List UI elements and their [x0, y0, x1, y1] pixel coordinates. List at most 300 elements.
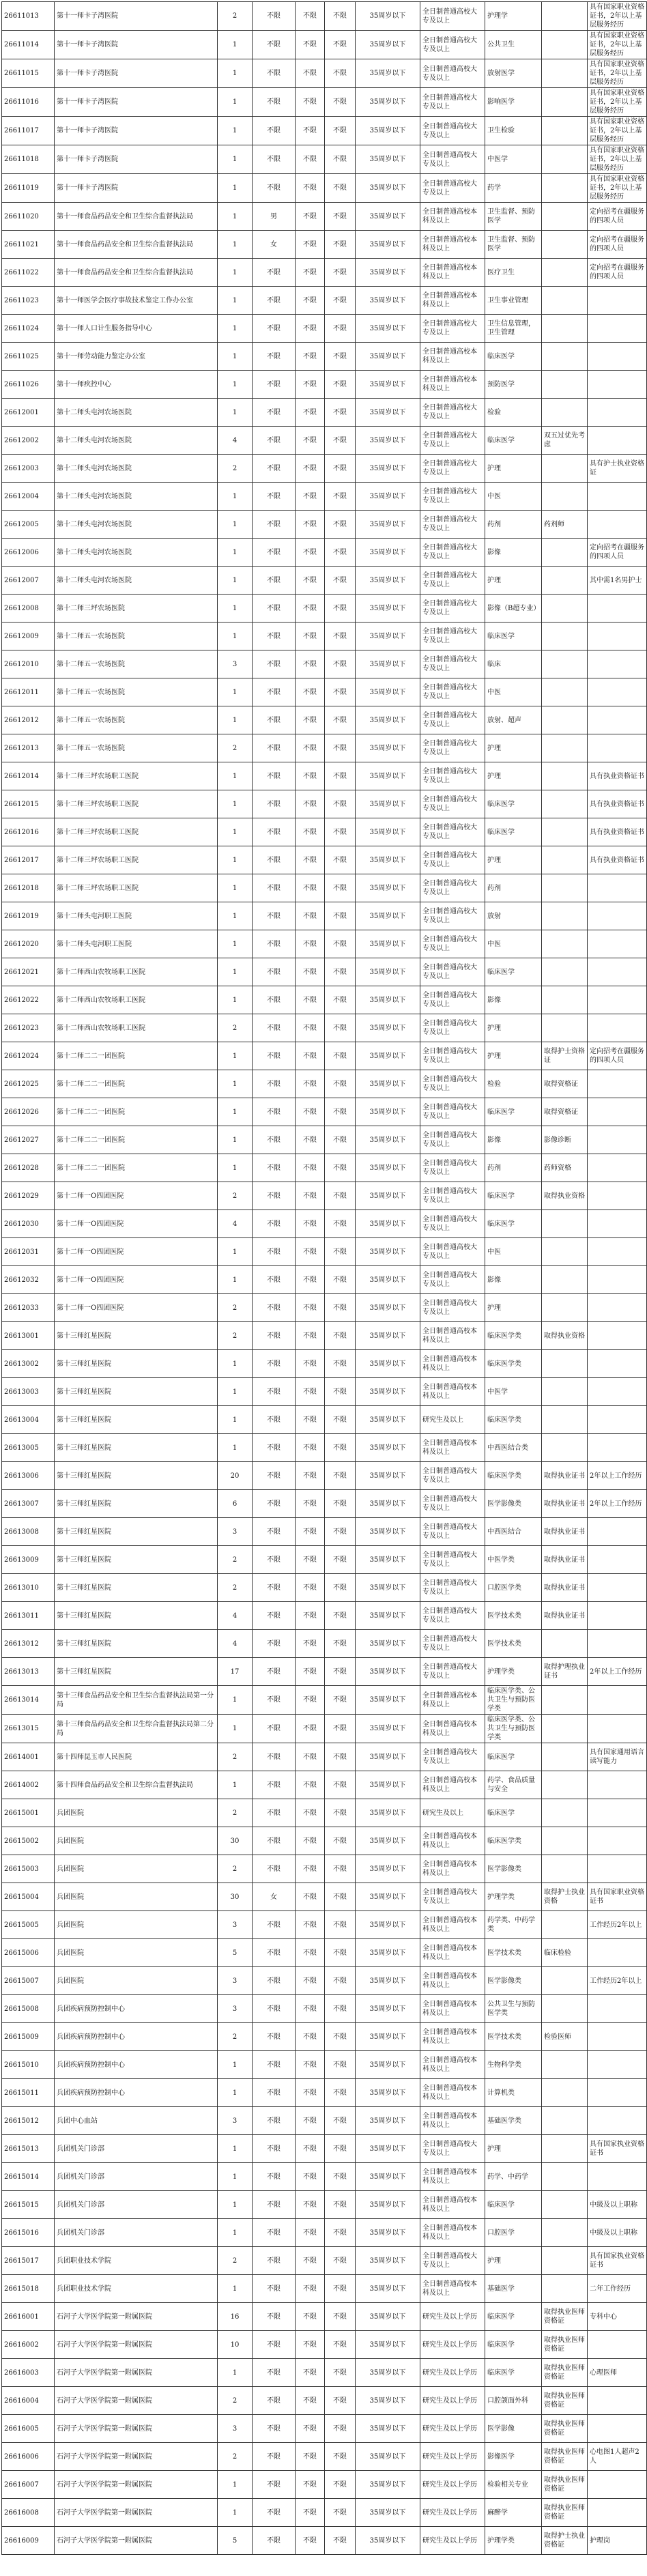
gender-cell: 不限 — [253, 483, 296, 511]
education-cell: 全日制普通高校大专及以上 — [420, 1546, 485, 1574]
gender-cell: 不限 — [253, 2051, 296, 2079]
age-cell: 35周岁以下 — [356, 145, 420, 174]
gender-cell: 不限 — [253, 287, 296, 315]
major-cell: 医学技术类 — [485, 1602, 542, 1630]
requirement-cell — [542, 455, 588, 483]
requirement-cell — [542, 59, 588, 88]
requirement-cell — [542, 31, 588, 59]
table-row — [2, 930, 647, 958]
major-cell: 检验 — [485, 399, 542, 427]
table-row — [2, 2051, 647, 2079]
position-code-cell: 26612007 — [2, 567, 55, 595]
requirement-cell: 取得执业医师资格证 — [542, 2387, 588, 2415]
political-status-cell: 不限 — [325, 1378, 356, 1406]
table-row — [2, 2303, 647, 2331]
ethnicity-cell: 不限 — [296, 595, 325, 622]
other-condition-cell: 具有执业资格证书 — [588, 818, 647, 846]
other-condition-cell: 具有国家职业资格证书，2年以上基层服务经历 — [588, 174, 647, 203]
requirement-cell — [542, 567, 588, 595]
employer-cell: 第十二师二二一团医院 — [55, 1098, 218, 1126]
gender-cell: 不限 — [253, 1182, 296, 1210]
other-condition-cell: 具有国家职业资格证书，2年以上基层服务经历 — [588, 145, 647, 174]
headcount-cell: 5 — [218, 2527, 253, 2555]
position-code-cell: 26612017 — [2, 846, 55, 874]
education-cell: 研究生及以上学历 — [420, 2303, 485, 2331]
other-condition-cell — [588, 1715, 647, 1743]
political-status-cell: 不限 — [325, 1266, 356, 1294]
requirement-cell — [542, 2163, 588, 2191]
education-cell: 全日制普通高校本科及以上 — [420, 2275, 485, 2303]
requirement-cell — [542, 2219, 588, 2247]
requirement-cell — [542, 1799, 588, 1827]
headcount-cell: 1 — [218, 203, 253, 231]
ethnicity-cell: 不限 — [296, 1378, 325, 1406]
gender-cell: 不限 — [253, 678, 296, 706]
political-status-cell: 不限 — [325, 1294, 356, 1322]
employer-cell: 第十二师头屯河职工医院 — [55, 902, 218, 930]
requirement-cell — [542, 622, 588, 650]
major-cell: 卫生事业管理 — [485, 287, 542, 315]
requirement-cell — [542, 287, 588, 315]
major-cell: 临床医学 — [485, 2303, 542, 2331]
gender-cell: 不限 — [253, 343, 296, 371]
ethnicity-cell: 不限 — [296, 706, 325, 734]
ethnicity-cell: 不限 — [296, 2527, 325, 2555]
major-cell: 中医 — [485, 930, 542, 958]
major-cell: 医学影像类 — [485, 1855, 542, 1883]
employer-cell: 石河子大学医学院第一附属医院 — [55, 2443, 218, 2471]
ethnicity-cell: 不限 — [296, 2247, 325, 2275]
political-status-cell: 不限 — [325, 1546, 356, 1574]
gender-cell: 不限 — [253, 567, 296, 595]
headcount-cell: 1 — [218, 1266, 253, 1294]
table-row — [2, 1154, 647, 1182]
major-cell: 临床医学 — [485, 343, 542, 371]
other-condition-cell — [588, 1939, 647, 1967]
employer-cell: 兵团医院 — [55, 1939, 218, 1967]
requirement-cell — [542, 874, 588, 902]
education-cell: 全日制普通高校本科及以上 — [420, 1350, 485, 1378]
employer-cell: 第十三师食品药品安全和卫生综合监督执法局第二分局 — [55, 1715, 218, 1743]
age-cell: 35周岁以下 — [356, 2359, 420, 2387]
requirement-cell — [542, 678, 588, 706]
position-code-cell: 26611019 — [2, 174, 55, 203]
ethnicity-cell: 不限 — [296, 1098, 325, 1126]
table-row — [2, 846, 647, 874]
major-cell: 放射医学 — [485, 59, 542, 88]
age-cell: 35周岁以下 — [356, 567, 420, 595]
age-cell: 35周岁以下 — [356, 2219, 420, 2247]
other-condition-cell: 具有护士执业资格证 — [588, 455, 647, 483]
gender-cell: 不限 — [253, 2359, 296, 2387]
political-status-cell: 不限 — [325, 1322, 356, 1350]
other-condition-cell — [588, 287, 647, 315]
political-status-cell: 不限 — [325, 2387, 356, 2415]
education-cell: 全日制普通高校本科及以上 — [420, 1911, 485, 1939]
headcount-cell: 1 — [218, 539, 253, 567]
major-cell: 检验 — [485, 1070, 542, 1098]
headcount-cell: 1 — [218, 1771, 253, 1799]
gender-cell: 不限 — [253, 2023, 296, 2051]
education-cell: 全日制普通高校大专及以上 — [420, 790, 485, 818]
ethnicity-cell: 不限 — [296, 818, 325, 846]
political-status-cell: 不限 — [325, 483, 356, 511]
employer-cell: 第十二师二二一团医院 — [55, 1042, 218, 1070]
other-condition-cell — [588, 1126, 647, 1154]
political-status-cell: 不限 — [325, 1434, 356, 1462]
gender-cell: 不限 — [253, 1630, 296, 1658]
ethnicity-cell: 不限 — [296, 1546, 325, 1574]
other-condition-cell: 具有国家职业资格证书，2年以上基层服务经历 — [588, 31, 647, 59]
requirement-cell — [542, 343, 588, 371]
gender-cell: 不限 — [253, 2079, 296, 2107]
political-status-cell: 不限 — [325, 595, 356, 622]
table-row — [2, 1574, 647, 1602]
age-cell: 35周岁以下 — [356, 1743, 420, 1771]
table-row — [2, 734, 647, 762]
headcount-cell: 1 — [218, 343, 253, 371]
employer-cell: 第十二师一O四团医院 — [55, 1210, 218, 1238]
major-cell: 药剂 — [485, 511, 542, 539]
employer-cell: 第十二师头屯河农场医院 — [55, 483, 218, 511]
education-cell: 全日制普通高校大专及以上 — [420, 399, 485, 427]
headcount-cell: 1 — [218, 511, 253, 539]
headcount-cell: 1 — [218, 315, 253, 343]
political-status-cell: 不限 — [325, 145, 356, 174]
age-cell: 35周岁以下 — [356, 1098, 420, 1126]
political-status-cell: 不限 — [325, 1098, 356, 1126]
age-cell: 35周岁以下 — [356, 1995, 420, 2023]
requirement-cell: 取得资格证 — [542, 1098, 588, 1126]
age-cell: 35周岁以下 — [356, 2303, 420, 2331]
major-cell: 公共卫生 — [485, 31, 542, 59]
headcount-cell: 1 — [218, 2471, 253, 2499]
table-row — [2, 622, 647, 650]
political-status-cell: 不限 — [325, 1602, 356, 1630]
age-cell: 35周岁以下 — [356, 902, 420, 930]
political-status-cell: 不限 — [325, 706, 356, 734]
ethnicity-cell: 不限 — [296, 1238, 325, 1266]
education-cell: 全日制普通高校大专及以上 — [420, 455, 485, 483]
table-row — [2, 287, 647, 315]
ethnicity-cell: 不限 — [296, 1014, 325, 1042]
table-row — [2, 1210, 647, 1238]
education-cell: 全日制普通高校大专及以上 — [420, 1210, 485, 1238]
gender-cell: 女 — [253, 1883, 296, 1911]
major-cell: 护理学 — [485, 2, 542, 31]
requirement-cell — [542, 174, 588, 203]
age-cell: 35周岁以下 — [356, 259, 420, 287]
requirement-cell — [542, 117, 588, 145]
employer-cell: 第十二师五一农场医院 — [55, 650, 218, 678]
ethnicity-cell: 不限 — [296, 1406, 325, 1434]
other-condition-cell — [588, 986, 647, 1014]
requirement-cell — [542, 818, 588, 846]
major-cell: 卫生检验 — [485, 117, 542, 145]
headcount-cell: 2 — [218, 1014, 253, 1042]
position-code-cell: 26611015 — [2, 59, 55, 88]
table-row — [2, 1995, 647, 2023]
other-condition-cell — [588, 1434, 647, 1462]
employer-cell: 第十二师三坪农场医院 — [55, 595, 218, 622]
education-cell: 全日制普通高校大专及以上 — [420, 1070, 485, 1098]
gender-cell: 不限 — [253, 1995, 296, 2023]
employer-cell: 第十三师食品药品安全和卫生综合监督执法局第一分局 — [55, 1686, 218, 1715]
political-status-cell: 不限 — [325, 1883, 356, 1911]
table-row — [2, 259, 647, 287]
position-code-cell: 26615007 — [2, 1967, 55, 1995]
requirement-cell: 取得执业医师资格证 — [542, 2443, 588, 2471]
major-cell: 临床医学 — [485, 1743, 542, 1771]
requirement-cell — [542, 203, 588, 231]
other-condition-cell — [588, 483, 647, 511]
table-row — [2, 1883, 647, 1911]
age-cell: 35周岁以下 — [356, 315, 420, 343]
headcount-cell: 1 — [218, 31, 253, 59]
education-cell: 全日制普通高校大专及以上 — [420, 59, 485, 88]
age-cell: 35周岁以下 — [356, 1182, 420, 1210]
requirement-cell: 取得执业医师资格证 — [542, 2303, 588, 2331]
position-code-cell: 26611025 — [2, 343, 55, 371]
major-cell: 麻醉学 — [485, 2499, 542, 2527]
employer-cell: 兵团疾病预防控制中心 — [55, 2051, 218, 2079]
employer-cell: 第十三师红星医院 — [55, 1602, 218, 1630]
employer-cell: 第十一师卡子湾医院 — [55, 174, 218, 203]
age-cell: 35周岁以下 — [356, 203, 420, 231]
position-code-cell: 26611026 — [2, 371, 55, 399]
position-code-cell: 26611020 — [2, 203, 55, 231]
major-cell: 护理 — [485, 455, 542, 483]
ethnicity-cell: 不限 — [296, 1799, 325, 1827]
other-condition-cell — [588, 371, 647, 399]
gender-cell: 不限 — [253, 2107, 296, 2135]
position-code-cell: 26613005 — [2, 1434, 55, 1462]
gender-cell: 不限 — [253, 1602, 296, 1630]
table-row — [2, 1911, 647, 1939]
major-cell: 临床医学 — [485, 1210, 542, 1238]
other-condition-cell — [588, 874, 647, 902]
employer-cell: 第十二师三坪农场职工医院 — [55, 874, 218, 902]
requirement-cell — [542, 1014, 588, 1042]
political-status-cell: 不限 — [325, 174, 356, 203]
position-code-cell: 26615002 — [2, 1827, 55, 1855]
political-status-cell: 不限 — [325, 455, 356, 483]
education-cell: 全日制普通高校大专及以上 — [420, 1883, 485, 1911]
major-cell: 护理学类 — [485, 2527, 542, 2555]
major-cell: 临床医学 — [485, 2359, 542, 2387]
table-row — [2, 678, 647, 706]
education-cell: 全日制普通高校大专及以上 — [420, 315, 485, 343]
education-cell: 全日制普通高校本科及以上 — [420, 2191, 485, 2219]
requirement-cell: 取得执业资格 — [542, 1322, 588, 1350]
employer-cell: 第十一师卡子湾医院 — [55, 59, 218, 88]
employer-cell: 第十三师红星医院 — [55, 1350, 218, 1378]
position-code-cell: 26616009 — [2, 2527, 55, 2555]
education-cell: 全日制普通高校本科及以上 — [420, 203, 485, 231]
gender-cell: 不限 — [253, 1462, 296, 1490]
major-cell: 口腔医学类 — [485, 1574, 542, 1602]
other-condition-cell — [588, 902, 647, 930]
political-status-cell: 不限 — [325, 567, 356, 595]
education-cell: 研究生及以上 — [420, 1406, 485, 1434]
headcount-cell: 1 — [218, 1154, 253, 1182]
table-row — [2, 2527, 647, 2555]
headcount-cell: 2 — [218, 1574, 253, 1602]
employer-cell: 第十一师医学会医疗事故技术鉴定工作办公室 — [55, 287, 218, 315]
table-row — [2, 427, 647, 455]
headcount-cell: 1 — [218, 1070, 253, 1098]
table-row — [2, 1743, 647, 1771]
employer-cell: 第十一师卡子湾医院 — [55, 88, 218, 117]
employer-cell: 第十二师五一农场医院 — [55, 678, 218, 706]
education-cell: 研究生及以上学历 — [420, 2471, 485, 2499]
ethnicity-cell: 不限 — [296, 1434, 325, 1462]
employer-cell: 兵团中心血站 — [55, 2107, 218, 2135]
employer-cell: 兵团医院 — [55, 1883, 218, 1911]
major-cell: 临床医学 — [485, 958, 542, 986]
headcount-cell: 1 — [218, 1686, 253, 1715]
table-row — [2, 1967, 647, 1995]
political-status-cell: 不限 — [325, 790, 356, 818]
table-row — [2, 1406, 647, 1434]
education-cell: 全日制普通高校本科及以上 — [420, 1939, 485, 1967]
major-cell: 放射、超声 — [485, 706, 542, 734]
ethnicity-cell: 不限 — [296, 287, 325, 315]
table-row — [2, 2023, 647, 2051]
headcount-cell: 6 — [218, 1490, 253, 1518]
headcount-cell: 2 — [218, 2023, 253, 2051]
employer-cell: 第十二师二二一团医院 — [55, 1154, 218, 1182]
headcount-cell: 2 — [218, 1546, 253, 1574]
headcount-cell: 1 — [218, 2359, 253, 2387]
political-status-cell: 不限 — [325, 539, 356, 567]
employer-cell: 第十二师头屯河农场医院 — [55, 399, 218, 427]
gender-cell: 不限 — [253, 958, 296, 986]
major-cell: 医疗卫生 — [485, 259, 542, 287]
education-cell: 研究生及以上学历 — [420, 2359, 485, 2387]
age-cell: 35周岁以下 — [356, 287, 420, 315]
age-cell: 35周岁以下 — [356, 1827, 420, 1855]
other-condition-cell — [588, 1630, 647, 1658]
education-cell: 全日制普通高校大专及以上 — [420, 1266, 485, 1294]
gender-cell: 不限 — [253, 2, 296, 31]
education-cell: 全日制普通高校本科及以上 — [420, 2023, 485, 2051]
major-cell: 临床医学 — [485, 622, 542, 650]
requirement-cell: 取得执业医师资格证 — [542, 2471, 588, 2499]
political-status-cell: 不限 — [325, 2499, 356, 2527]
employer-cell: 石河子大学医学院第一附属医院 — [55, 2527, 218, 2555]
table-row — [2, 902, 647, 930]
headcount-cell: 1 — [218, 622, 253, 650]
major-cell: 临床医学 — [485, 1182, 542, 1210]
age-cell: 35周岁以下 — [356, 1294, 420, 1322]
major-cell: 临床医学类、公共卫生与预防医学类 — [485, 1715, 542, 1743]
requirement-cell — [542, 1743, 588, 1771]
age-cell: 35周岁以下 — [356, 1518, 420, 1546]
table-row — [2, 59, 647, 88]
employer-cell: 第十二师头屯河职工医院 — [55, 930, 218, 958]
other-condition-cell — [588, 2023, 647, 2051]
position-code-cell: 26612024 — [2, 1042, 55, 1070]
ethnicity-cell: 不限 — [296, 567, 325, 595]
gender-cell: 不限 — [253, 117, 296, 145]
requirement-cell — [542, 790, 588, 818]
political-status-cell: 不限 — [325, 2079, 356, 2107]
other-condition-cell: 定向招考在疆服务的四项人员 — [588, 231, 647, 259]
gender-cell: 不限 — [253, 2219, 296, 2247]
requirement-cell — [542, 1771, 588, 1799]
table-row — [2, 1322, 647, 1350]
ethnicity-cell: 不限 — [296, 455, 325, 483]
employer-cell: 第十二师一O四团医院 — [55, 1238, 218, 1266]
headcount-cell: 1 — [218, 483, 253, 511]
table-row — [2, 511, 647, 539]
position-code-cell: 26612010 — [2, 650, 55, 678]
education-cell: 全日制普通高校大专及以上 — [420, 1098, 485, 1126]
position-code-cell: 26612018 — [2, 874, 55, 902]
education-cell: 全日制普通高校本科及以上 — [420, 1322, 485, 1350]
headcount-cell: 1 — [218, 762, 253, 790]
political-status-cell: 不限 — [325, 1855, 356, 1883]
position-code-cell: 26612012 — [2, 706, 55, 734]
gender-cell: 不限 — [253, 902, 296, 930]
position-code-cell: 26612032 — [2, 1266, 55, 1294]
political-status-cell: 不限 — [325, 31, 356, 59]
other-condition-cell — [588, 1518, 647, 1546]
political-status-cell: 不限 — [325, 1939, 356, 1967]
age-cell: 35周岁以下 — [356, 1771, 420, 1799]
education-cell: 全日制普通高校本科及以上 — [420, 287, 485, 315]
major-cell: 口腔医学 — [485, 2219, 542, 2247]
other-condition-cell — [588, 2331, 647, 2359]
requirement-cell — [542, 650, 588, 678]
requirement-cell — [542, 315, 588, 343]
political-status-cell: 不限 — [325, 2135, 356, 2163]
education-cell: 全日制普通高校本科及以上 — [420, 2163, 485, 2191]
requirement-cell — [542, 1210, 588, 1238]
gender-cell: 不限 — [253, 1911, 296, 1939]
other-condition-cell — [588, 678, 647, 706]
requirement-cell: 取得护理执业证书 — [542, 1658, 588, 1686]
education-cell: 全日制普通高校大专及以上 — [420, 958, 485, 986]
position-code-cell: 26612029 — [2, 1182, 55, 1210]
headcount-cell: 10 — [218, 2331, 253, 2359]
ethnicity-cell: 不限 — [296, 622, 325, 650]
position-code-cell: 26611018 — [2, 145, 55, 174]
education-cell: 研究生及以上学历 — [420, 2331, 485, 2359]
major-cell: 护理 — [485, 846, 542, 874]
ethnicity-cell: 不限 — [296, 399, 325, 427]
position-code-cell: 26613010 — [2, 1574, 55, 1602]
employer-cell: 第十二师西山农牧场职工医院 — [55, 1014, 218, 1042]
requirement-cell — [542, 762, 588, 790]
major-cell: 药学 — [485, 174, 542, 203]
other-condition-cell — [588, 1827, 647, 1855]
requirement-cell: 药师资格 — [542, 1154, 588, 1182]
political-status-cell: 不限 — [325, 2, 356, 31]
requirement-cell: 临床检验 — [542, 1939, 588, 1967]
ethnicity-cell: 不限 — [296, 650, 325, 678]
table-row — [2, 2, 647, 31]
age-cell: 35周岁以下 — [356, 2527, 420, 2555]
political-status-cell: 不限 — [325, 2247, 356, 2275]
table-row — [2, 1098, 647, 1126]
ethnicity-cell: 不限 — [296, 1658, 325, 1686]
other-condition-cell — [588, 1686, 647, 1715]
requirement-cell — [542, 706, 588, 734]
employer-cell: 第十二师三坪农场职工医院 — [55, 818, 218, 846]
education-cell: 全日制普通高校大专及以上 — [420, 874, 485, 902]
